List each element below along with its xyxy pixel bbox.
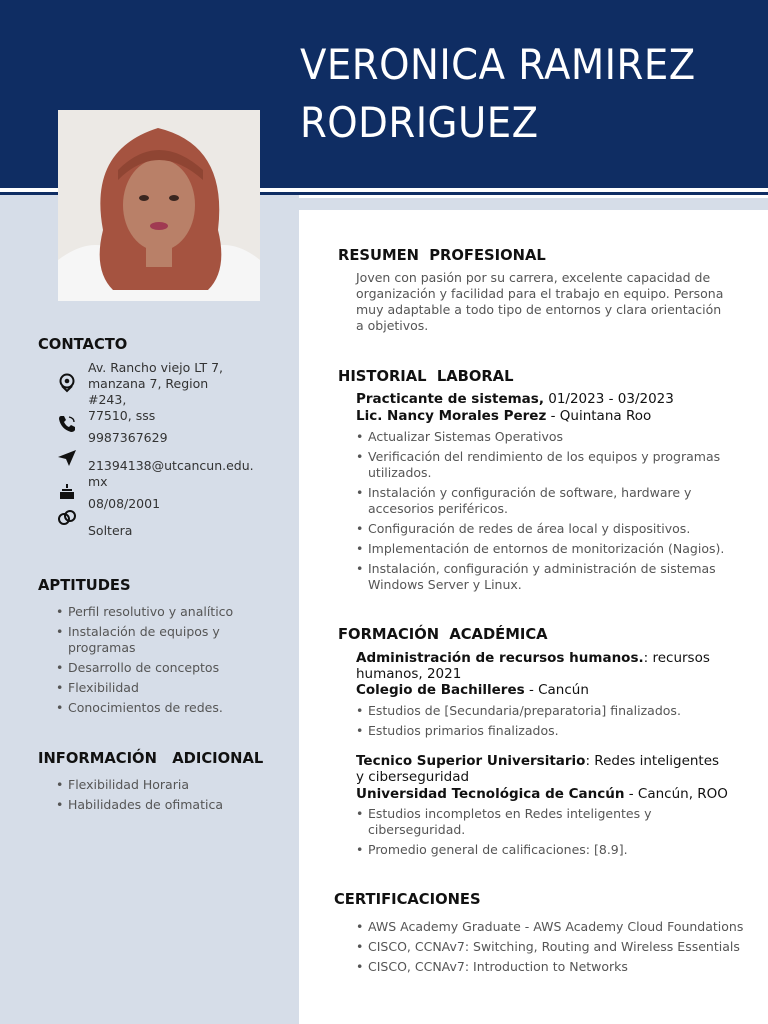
birthday-cake-icon	[57, 481, 77, 501]
job-employer: Lic. Nancy Morales Perez	[356, 408, 547, 424]
certificaciones-title: CERTIFICACIONES	[334, 890, 481, 908]
edu1-list	[356, 703, 726, 743]
edu2-school-line	[356, 786, 728, 802]
job-position: Practicante de sistemas,	[356, 391, 544, 407]
address-line: 77510, sss	[88, 408, 156, 423]
contact-address	[88, 360, 223, 424]
contact-title: CONTACTO	[38, 335, 128, 353]
address-line: #243,	[88, 392, 127, 407]
formacion-title: FORMACIÓN ACADÉMICA	[338, 625, 548, 643]
contact-phone: 9987367629	[88, 430, 168, 445]
edu2-list	[356, 806, 686, 862]
historial-list	[356, 429, 726, 597]
edu1-detail2: humanos, 2021	[356, 666, 462, 682]
list-item: • Flexibilidad Horaria	[56, 777, 276, 793]
list-item: • Instalación y configuración de software, hardware y accesorios periféricos.	[356, 485, 726, 517]
list-item: • Instalación, configuración y administración de sistemas Windows Server y Linux.	[356, 561, 726, 593]
address-line: Av. Rancho viejo LT 7,	[88, 360, 224, 375]
edu1-degree: Administración de recursos humanos.	[356, 650, 644, 666]
edu1-school: Colegio de Bachilleres	[356, 682, 525, 698]
edu2-degree-line	[356, 753, 719, 769]
list-item: • Conocimientos de redes.	[56, 700, 256, 716]
edu1-detail: : recursos	[643, 650, 710, 666]
list-item: • Estudios primarios finalizados.	[356, 723, 726, 739]
contact-marital-status: Soltera	[88, 523, 133, 538]
list-item: • Estudios incompletos en Redes inteligentes y ciberseguridad.	[356, 806, 686, 838]
list-item: • Actualizar Sistemas Operativos	[356, 429, 726, 445]
list-item: • Instalación de equipos y programas	[56, 624, 256, 656]
aptitudes-title: APTITUDES	[38, 576, 131, 594]
job-dates: 01/2023 - 03/2023	[543, 391, 674, 407]
list-item: • Flexibilidad	[56, 680, 256, 696]
edu1-location: - Cancún	[524, 682, 589, 698]
send-icon	[57, 448, 77, 468]
phone-icon	[57, 414, 77, 434]
aptitudes-list	[56, 604, 256, 720]
name-line-1: VERONICA RAMIREZ	[300, 40, 696, 89]
edu1-degree-line	[356, 650, 710, 666]
list-item: • CISCO, CCNAv7: Introduction to Networks	[356, 959, 756, 975]
contact-birthdate: 08/08/2001	[88, 496, 161, 511]
list-item: • Promedio general de calificaciones: [8.9].	[356, 842, 686, 858]
name-line-2: RODRIGUEZ	[300, 98, 539, 147]
job-employer-line	[356, 408, 651, 424]
list-item: • AWS Academy Graduate - AWS Academy Cloud Foundations	[356, 919, 756, 935]
edu2-detail2: y ciberseguridad	[356, 769, 470, 785]
list-item: • Perfil resolutivo y analítico	[56, 604, 256, 620]
info-adicional-list	[56, 777, 276, 817]
list-item: • Habilidades de ofimatica	[56, 797, 276, 813]
list-item: • Implementación de entornos de monitorización (Nagios).	[356, 541, 726, 557]
list-item: • Verificación del rendimiento de los equipos y programas utilizados.	[356, 449, 726, 481]
contact-email	[88, 458, 254, 490]
list-item: • Estudios de [Secundaria/preparatoria] finalizados.	[356, 703, 726, 719]
historial-title: HISTORIAL LABORAL	[338, 367, 514, 385]
info-adicional-title: INFORMACIÓN ADICIONAL	[38, 749, 264, 767]
list-item: • Desarrollo de conceptos	[56, 660, 256, 676]
rings-icon	[57, 508, 77, 528]
edu2-school: Universidad Tecnológica de Cancún	[356, 786, 625, 802]
list-item: • CISCO, CCNAv7: Switching, Routing and Wireless Essentials	[356, 939, 756, 955]
edu2-detail: : Redes inteligentes	[585, 753, 720, 769]
job-location: - Quintana Roo	[546, 408, 652, 424]
resumen-text: Joven con pasión por su carrera, excelente capacidad de organización y facilidad para el trabajo en equipo. Persona muy adaptable a todo tipo de entornos y clara orientación a objetivos.	[356, 270, 724, 333]
candidate-name	[300, 36, 723, 152]
list-item: • Configuración de redes de área local y dispositivos.	[356, 521, 726, 537]
edu2-location: - Cancún, ROO	[624, 786, 728, 802]
profile-photo	[58, 110, 260, 301]
address-line: manzana 7, Region	[88, 376, 209, 391]
edu1-school-line	[356, 682, 589, 698]
job-position-line	[356, 391, 674, 407]
certificaciones-list	[356, 919, 756, 979]
email-line: 21394138@utcancun.edu.	[88, 458, 254, 473]
email-line: mx	[88, 474, 108, 489]
resumen-title: RESUMEN PROFESIONAL	[338, 246, 546, 264]
edu2-degree: Tecnico Superior Universitario	[356, 753, 586, 769]
location-pin-icon	[57, 373, 77, 393]
